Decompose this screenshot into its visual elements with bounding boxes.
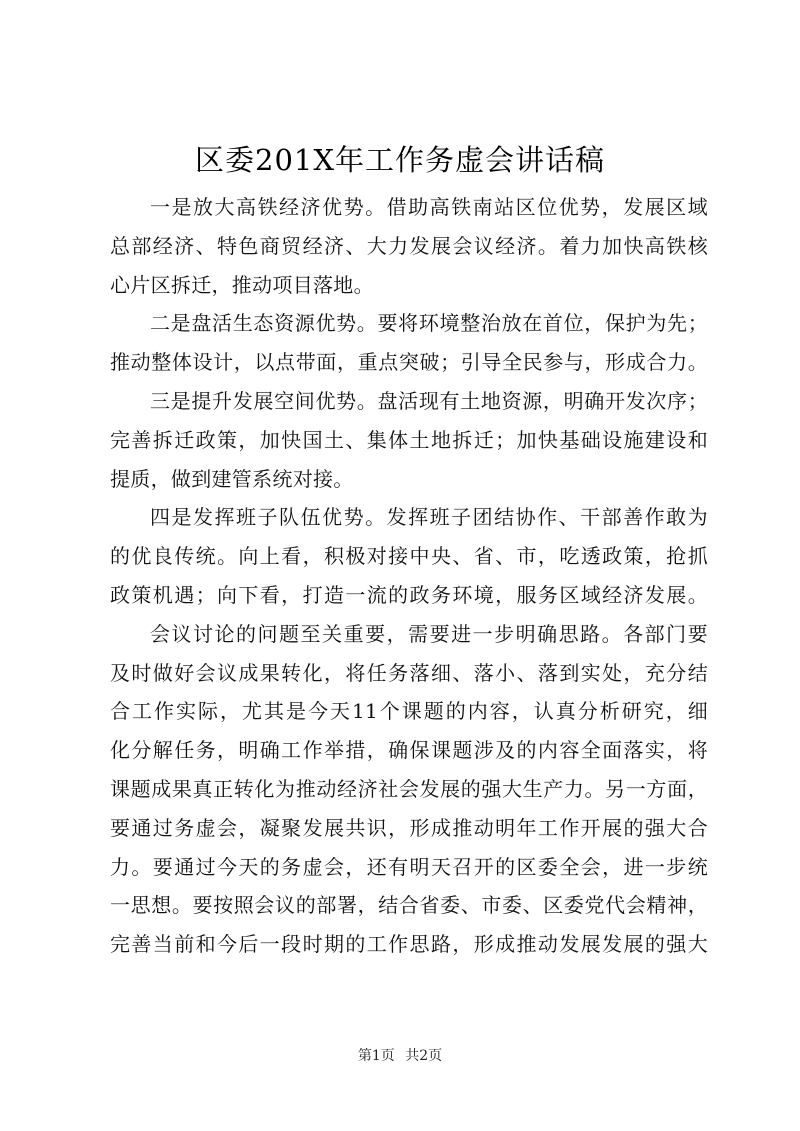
page-total: 共2页 — [405, 1048, 443, 1064]
page-number: 第1页 — [357, 1048, 395, 1064]
text-line: 一思想。要按照会议的部署，结合省委、市委、区委党代会精神， — [110, 893, 708, 918]
text-line: 提质，做到建管系统对接。 — [110, 466, 354, 491]
text-line: 总部经济、特色商贸经济、大力发展会议经济。着力加快高铁核 — [110, 233, 708, 258]
text-line: 政策机遇；向下看，打造一流的政务环境，服务区域经济发展。 — [110, 582, 708, 607]
text-line: 三是提升发展空间优势。盘活现有土地资源，明确开发次序； — [150, 388, 708, 413]
text-line: 心片区拆迁，推动项目落地。 — [110, 272, 374, 297]
text-line: 要通过务虚会，凝聚发展共识，形成推动明年工作开展的强大合 — [110, 815, 708, 840]
text-line: 的优良传统。向上看，积极对接中央、省、市，吃透政策，抢抓 — [110, 544, 708, 569]
text-line: 化分解任务，明确工作举措，确保课题涉及的内容全面落实，将 — [110, 738, 708, 763]
text-line: 合工作实际，尤其是今天11个课题的内容，认真分析研究，细 — [110, 699, 708, 724]
text-line: 力。要通过今天的务虚会，还有明天召开的区委全会，进一步统 — [110, 854, 708, 879]
text-line: 完善当前和今后一段时期的工作思路，形成推动发展发展的强大 — [110, 932, 708, 957]
text-line: 一是放大高铁经济优势。借助高铁南站区位优势，发展区域 — [150, 195, 708, 219]
text-line: 及时做好会议成果转化，将任务落细、落小、落到实处，充分结 — [110, 660, 708, 685]
text-line: 推动整体设计，以点带面，重点突破；引导全民参与，形成合力。 — [110, 350, 708, 375]
page-footer — [0, 1046, 800, 1066]
text-line: 二是盘活生态资源优势。要将环境整治放在首位，保护为先； — [150, 311, 708, 336]
text-line: 课题成果真正转化为推动经济社会发展的强大生产力。另一方面， — [110, 776, 708, 801]
text-line: 完善拆迁政策，加快国土、集体土地拆迁；加快基础设施建设和 — [110, 427, 708, 452]
text-line: 四是发挥班子队伍优势。发挥班子团结协作、干部善作敢为 — [150, 505, 708, 530]
text-line: 会议讨论的问题至关重要，需要进一步明确思路。各部门要 — [150, 621, 708, 646]
document-title: 区委201X年工作务虚会讲话稿 — [195, 143, 605, 177]
document-body — [110, 188, 708, 964]
